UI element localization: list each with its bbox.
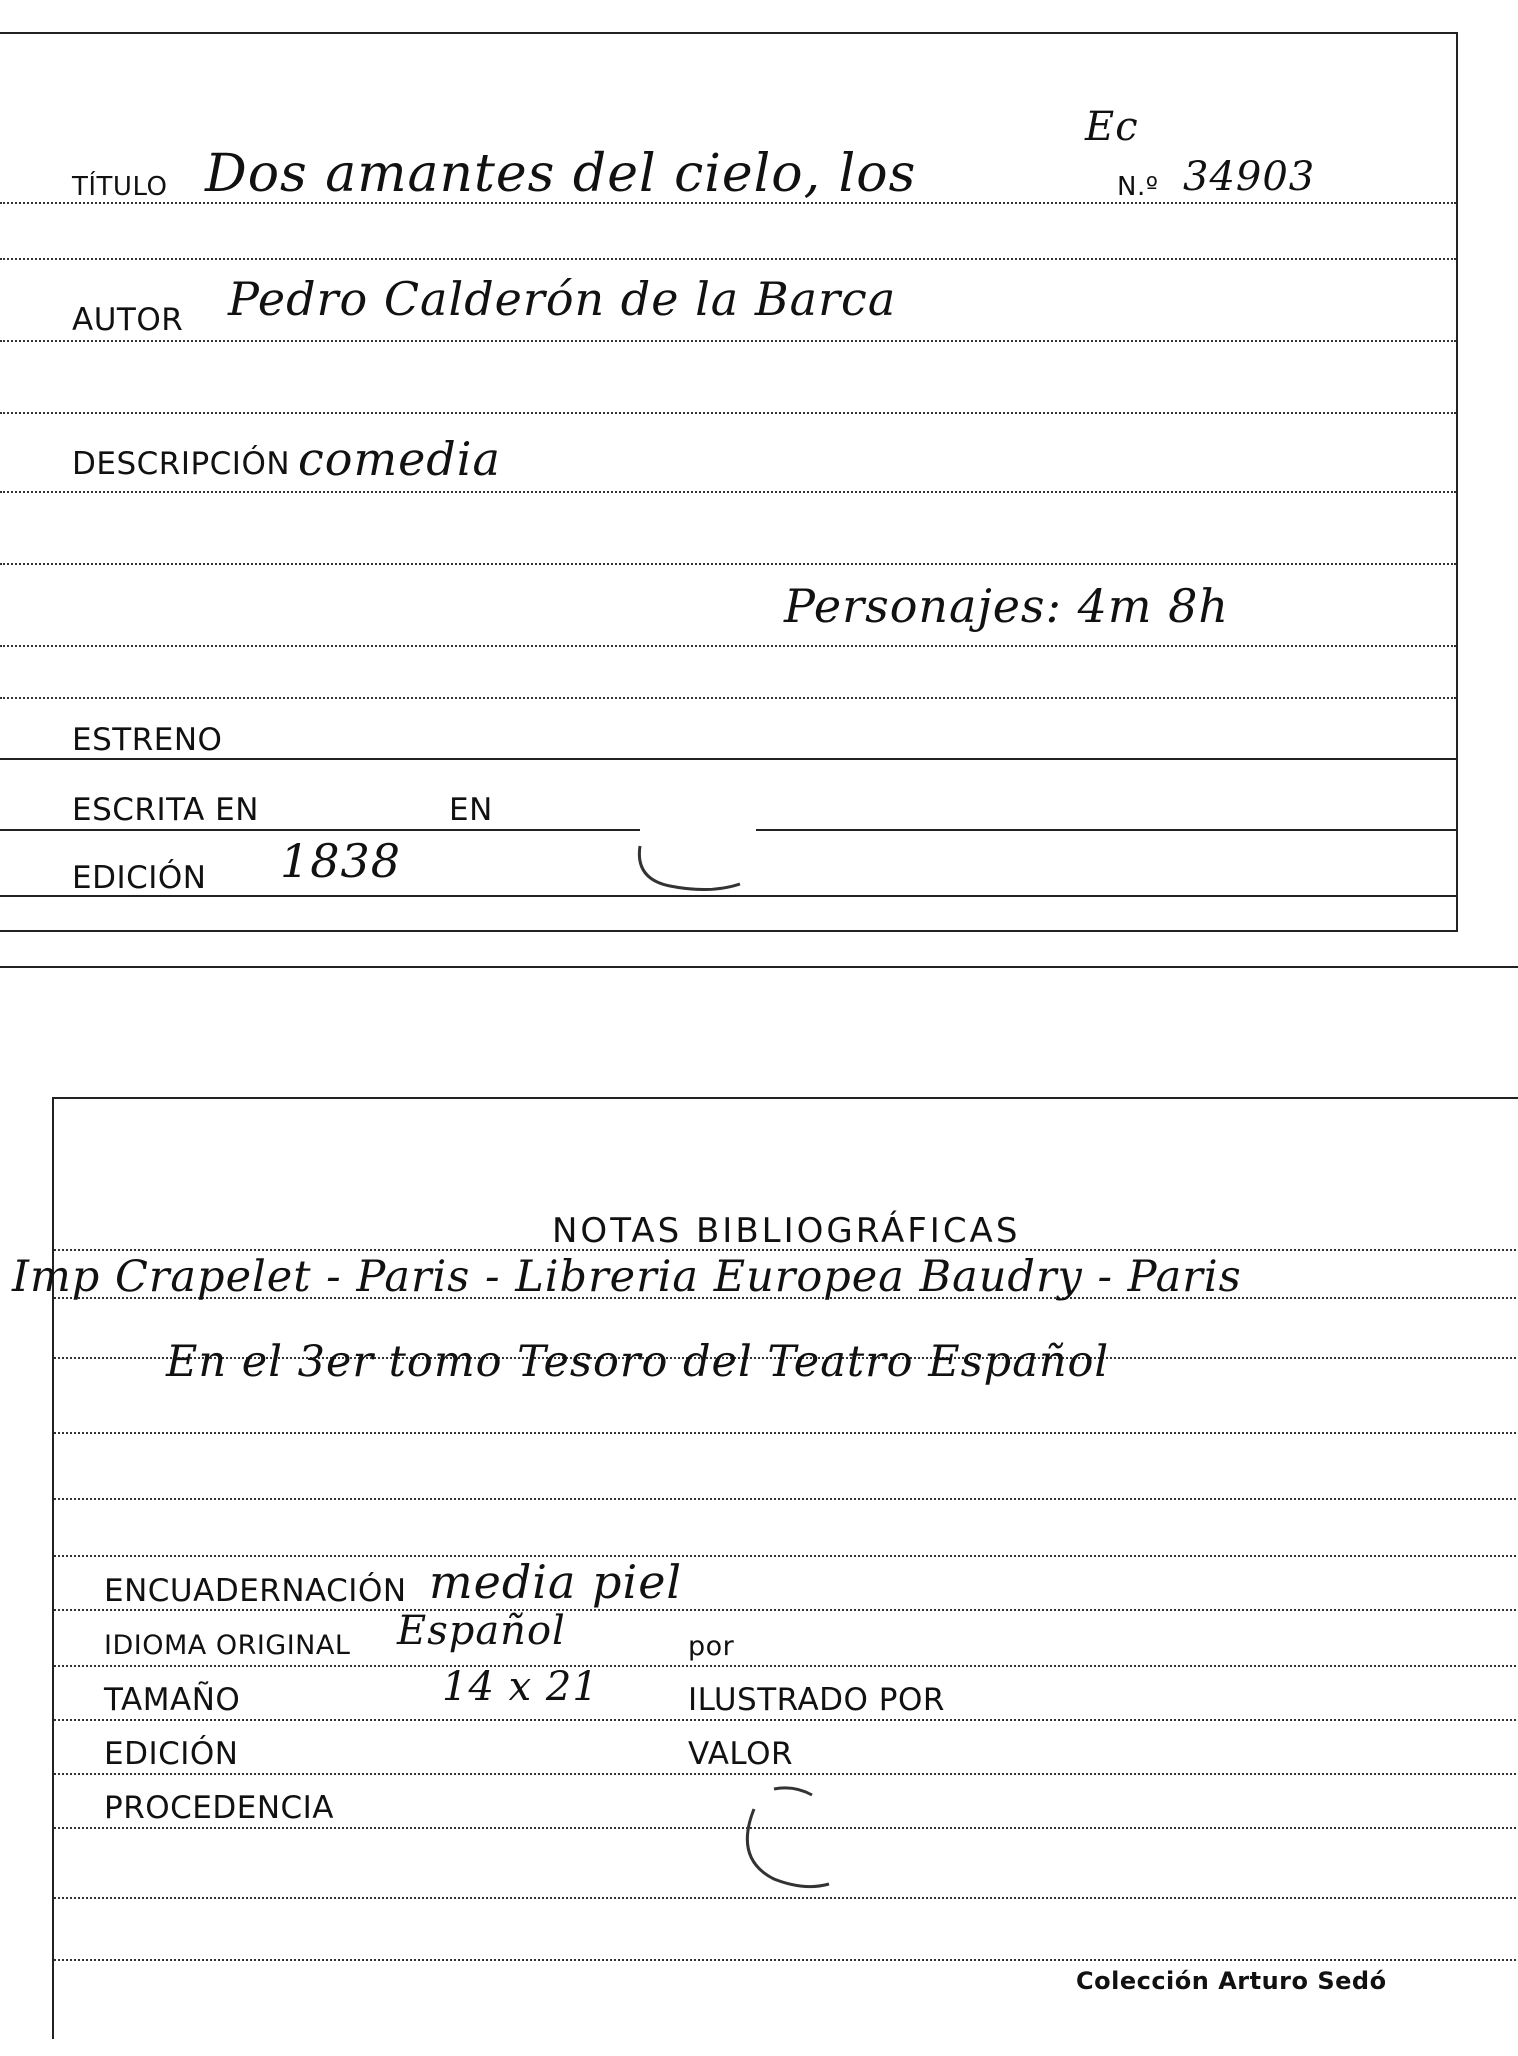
rule-line — [0, 829, 640, 831]
rule-line — [0, 645, 1456, 647]
written-in-label: ESCRITA EN — [72, 792, 259, 828]
rule-line — [0, 697, 1456, 699]
en-label: EN — [449, 792, 493, 828]
edition-label: EDICIÓN — [104, 1736, 239, 1772]
punch-hole-mark — [734, 1779, 854, 1899]
characters-note: Personajes: 4m 8h — [784, 579, 1230, 633]
illustrated-by-label: ILUSTRADO POR — [688, 1682, 945, 1718]
title-label: TÍTULO — [72, 172, 168, 202]
original-language-label: IDIOMA ORIGINAL — [104, 1630, 351, 1661]
description-value: comedia — [298, 432, 501, 486]
notes-title: NOTAS BIBLIOGRÁFICAS — [552, 1211, 1021, 1251]
description-label: DESCRIPCIÓN — [72, 446, 291, 482]
by-label: por — [688, 1631, 735, 1662]
catalog-card-back — [12, 1097, 1518, 2039]
binding-value: media piel — [429, 1555, 683, 1609]
rule-line — [0, 258, 1456, 260]
catalog-code: Ec — [1085, 104, 1139, 150]
catalog-card-front — [0, 32, 1458, 932]
rule-line — [54, 1719, 1518, 1721]
rule-line — [0, 491, 1456, 493]
rule-line — [0, 340, 1456, 342]
edition-value: 1838 — [280, 834, 402, 888]
premiere-label: ESTRENO — [72, 722, 223, 758]
notes-line-2: En el 3er tomo Tesoro del Teatro Español — [166, 1337, 1110, 1387]
rule-line — [54, 1665, 1518, 1667]
rule-line — [54, 1959, 1518, 1961]
number-label: N.º — [1117, 172, 1159, 202]
author-label: AUTOR — [72, 302, 184, 338]
rule-line — [54, 1498, 1518, 1500]
card-divider — [0, 966, 1518, 968]
rule-line — [756, 829, 1456, 831]
original-language-value: Español — [397, 1608, 566, 1654]
value-label: VALOR — [688, 1736, 794, 1772]
author-value: Pedro Calderón de la Barca — [228, 272, 897, 326]
rule-line — [54, 1555, 1518, 1557]
notes-line-1: Imp Crapelet - Paris - Libreria Europea Baudry - Paris — [12, 1252, 1242, 1302]
collection-stamp: Colección Arturo Sedó — [1076, 1967, 1387, 1995]
binding-label: ENCUADERNACIÓN — [104, 1573, 407, 1609]
rule-line — [54, 1432, 1518, 1434]
title-value: Dos amantes del cielo, los — [205, 144, 917, 204]
edition-label: EDICIÓN — [72, 860, 207, 896]
rule-line — [0, 758, 1456, 760]
rule-line — [54, 1773, 1518, 1775]
provenance-label: PROCEDENCIA — [104, 1790, 335, 1826]
rule-line — [0, 563, 1456, 565]
rule-line — [54, 1609, 1518, 1611]
punch-hole-mark — [630, 824, 750, 904]
size-label: TAMAÑO — [104, 1682, 241, 1718]
number-value: 34903 — [1183, 154, 1316, 200]
rule-line — [0, 412, 1456, 414]
size-value: 14 x 21 — [442, 1664, 599, 1710]
